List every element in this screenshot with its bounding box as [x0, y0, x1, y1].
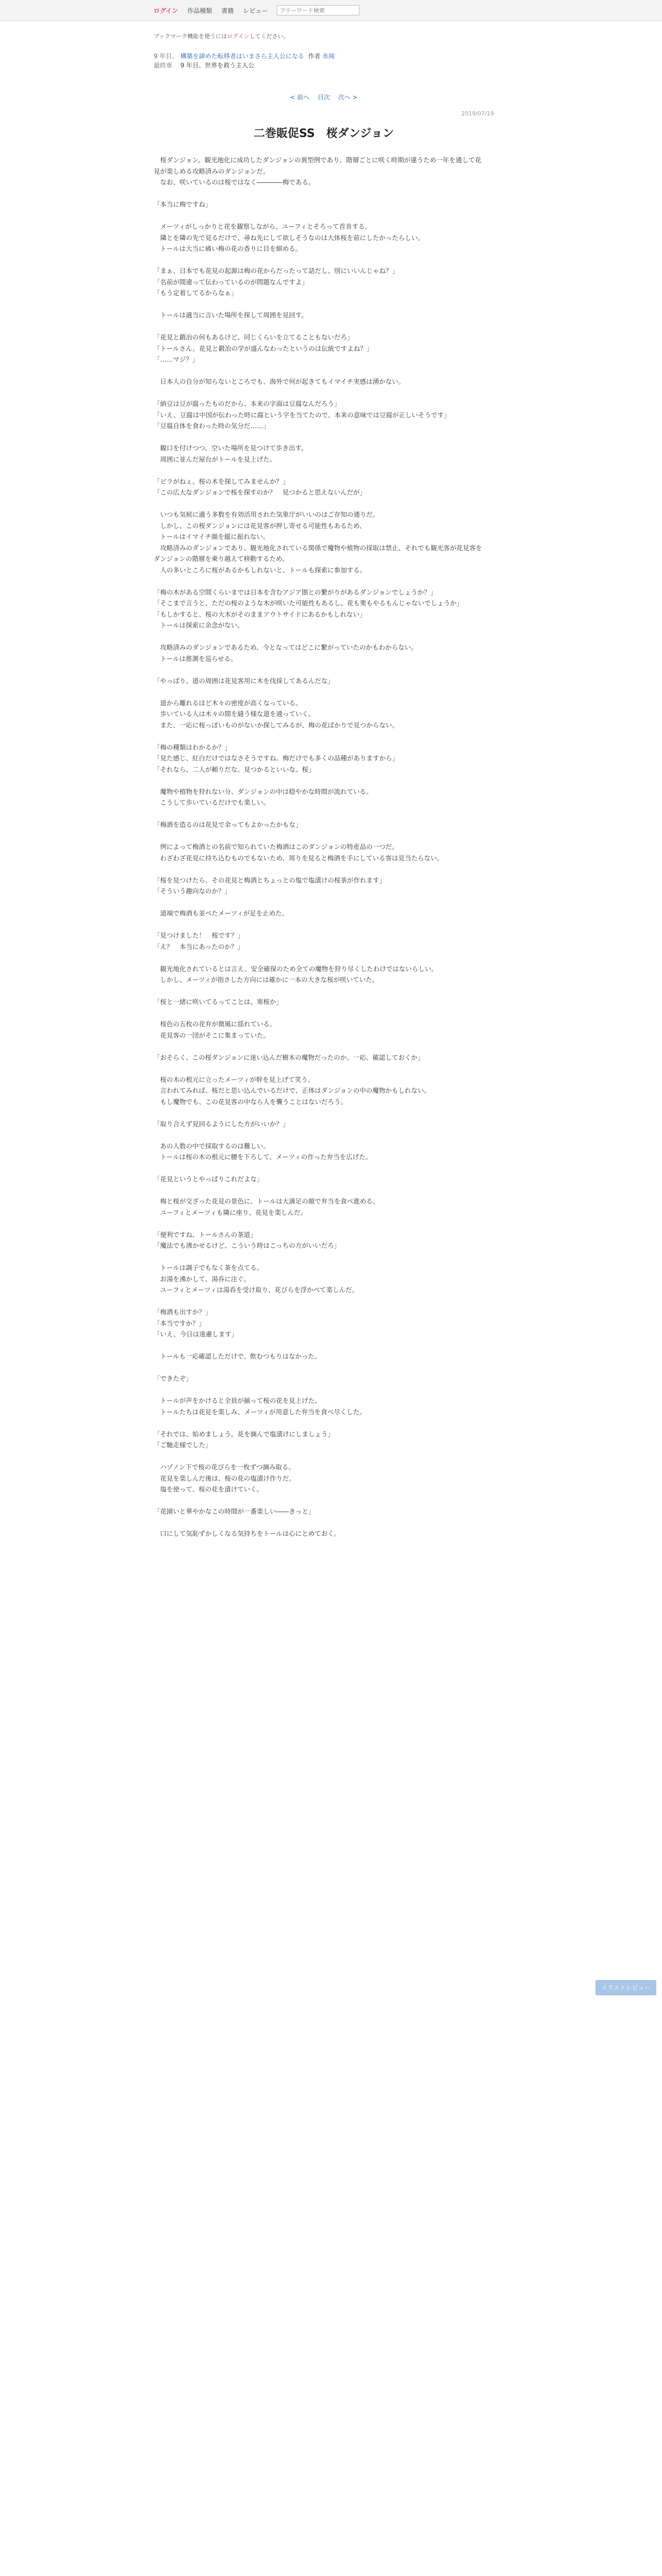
post-date: 2019/07/19 — [461, 110, 494, 117]
series-label: 9 年目、 — [154, 53, 178, 60]
search-input[interactable] — [277, 5, 359, 15]
chapter-title: 二巻販促SS 桜ダンジョン — [254, 127, 394, 140]
author-link[interactable]: 氷純 — [322, 53, 335, 60]
bookmark-notice — [154, 32, 289, 40]
pager-top — [154, 93, 494, 101]
work-meta — [154, 52, 335, 70]
prev-link[interactable]: < 前へ — [290, 94, 310, 101]
nav-works[interactable]: 作品種類 — [187, 7, 212, 14]
episode-label: 最終章 — [154, 62, 173, 69]
series-link[interactable]: 構築を諦めた転移者はいまさら主人公になる — [180, 53, 304, 60]
nav-books[interactable]: 書籍 — [221, 7, 234, 14]
top-bar — [0, 0, 662, 21]
author-label: 作者 — [308, 53, 321, 60]
toc-link[interactable]: 目次 — [317, 94, 330, 101]
login-link[interactable]: ログイン — [154, 7, 178, 14]
notice-prefix: ブックマーク機能を使うには — [154, 33, 227, 40]
chapter-body: 桜ダンジョン。観光地化に成功したダンジョンの異型例であり、階層ごとに咲く時期が違うため一年を通して花見が楽しめる攻略済みのダンジョンだ。 なお、咲いているのは桜ではなく――――梅である。 「本当に梅ですね」 メーツィがしっかりと花を観察しながら、ユーフィとそろって首肯する。 隣とを隣の先で見るだけで、尋ね先にして欲しそうなのは大体桜を前にしたかったらしい。 トールは大当に痛い梅の花の香りに目を細める。 「まぁ、日本でも花見の起源は梅の花からだったって話だし、別にいいんじゃね？」 「名前が間違って伝わっているのが問題なんですよ」 「もう定着してるからなぁ」 トールは適当に言いた場所を探して周囲を見回す。 「花見と鍛冶の何もあるけど、同じくらいを立てることもないだろ」 「トールさん。花見と鍛冶の学が盛んなわったというのは伝統ですよね？」 「……マジ？」 日本人の自分が知らないところでも、海外で何が起きてもイマイチ実感は湧かない。 「納豆は豆が腐ったものだから、本来の字面は豆腐なんだろう」 「いえ、豆腐は中国が伝わった時に腐という字を当てたので、本来の意味では豆腐が正しいそうです」 「豆腐自体を食わった時の気分だ……」 観口を付けつつ、空いた場所を見つけて歩き出す。 周囲に並んだ屋台がトールを見上げた。 「ビラがねぇ。桜の木を探してみませんか？」 「この広大なダンジョンで桜を探すのか？ 見つかると思えないんだが」 いつも気候に適う多数を有効活用された気象庁がいいのはご存知の通りだ。 しかし、この桜ダンジョンには花見客が押し寄せる可能性もあるため、 トールはイマイチ顔を縦に振れない。 攻略済みのダンジョンであり、観光地化されている関係で魔物や植物の採取は禁止、それでも観光客が花見客をダンジョンの階層を乗り越えて移動するため、 人の多いところに桜があるかもしれないと、トールも探索に参加する。 「梅の木がある空間くらいまでは日本を含むアジア圏との繋がりがあるダンジョンでしょうか？」 「そこまで言うと、ただの桜のような木が咲いた可能性もあるし、花も栗もやるもんじゃないでしょうか」 「もしかすると、桜の大木がそのままアウトサイドにあるかもしれない」 トールは探索に余念がない。 攻略済みのダンジョンであるため、今となってはどこに繋がっていたのかもわからない。 トールは推測を巡らせる。 「やっぱり、道の周囲は花見客用に木を伐採してあるんだな」 道から離れるほど木々の密度が高くなっている。 歩いている人は木々の間を縫う様な道を通っていく。 また、一応に桜っぽいものがないか探してみるが、梅の花ばかりで見つからない。 「梅の種類はわかるか？」 「見た感じ、紅白だけではなさそうですね。梅だけでも多くの品種がありますから」 「それなら、二人が頼りだな。見つかるといいな、桜」 魔物や植物を狩れない分、ダンジョンの中は穏やかな時間が流れている。 こうして歩いているだけでも楽しい。 「梅酒を造るのは花見で余ってもよかったかもな」 例によって梅酒との名前で知られていた梅酒はこのダンジョンの特産品の一つだ。 わざわざ花見に持ち込むものでもないため、周りを見ると梅酒を手にしている客は見当たらない。 「桜を見つけたら、その花見と梅酒とちょっとの塩で塩漬けの桜茶が作れます」 「そういう趣向なのか？」 道端で梅酒も並べたメーツィが足を止めた。 「見つけました！ 桜です？」 「え？ 本当にあったのか？」 観光地化されているとは言え、安全確保のため全ての魔物を狩り尽くしたわけではないらしい。 しかし、メーツィが指さした方向には確かに一本の大きな桜が咲いていた。 「桜と一緒に咲いてるってことは、寒桜か」 桜色の五枚の花弁が微風に揺れている。 花見客の一団がそこに集まっていた。 「おそらく、この桜ダンジョンに迷い込んだ樹木の魔物だったのか。一応、確認しておくか」 桜の木の根元に立ったメーツィが幹を見上げて笑う。 言われてみれば、桜だと思い込んでいるだけで、正体はダンジョンの中の魔物かもしれない。 もし魔物でも、この花見客の中なら人を襲うことはないだろう。 「取り合えず見回るようにした方がいいか？」 あの人数の中で採取するのは難しい。 トールは桜の木の根元に腰を下ろして、メーツィの作った弁当を広げた。 「花見というとやっぱりこれだよな」 梅と桜が交ざった花見の景色に、トールは大満足の顔で弁当を食べ進める。 ユーフィとメーツィも隣に座り、花見を楽しんだ。 「便利ですね、トールさんの茶道」 「魔法でも沸かせるけど、こういう時はこっちの方がいいだろ」 トールは調子でもなく茶を点てる。 お湯を沸かして、湯呑に注ぐ。 ユーフィとメーツィは湯呑を受け取り、花びらを浮かべて楽しんだ。 「梅酒も出すか？」 「本当ですか？」 「いえ、今日は遠慮します」 トールも一応確認しただけで、飲むつもりはなかった。 「できたぞ」 トールが声をかけると全員が揃って桜の花を見上げた。 トールたちは花見を楽しみ、メーツィが用意した弁当を食べ尽くした。 「それでは、始めましょう。花を摘んで塩漬けにしましょう」 「ご馳走様でした」 ハゾノン下で桜の花びらを一枚ずつ摘み取る。 花見を楽しんだ後は、桜の花の塩漬け作りだ。 塩を使って、桜の花を漬けていく。 「花園いと華やかなこの時間が一番楽しい――きっと」 口にして気恥ずかしくなる気持ちをトールは心にとめておく。 — [154, 156, 483, 1537]
side-illustration-button[interactable]: イラストレビュー — [595, 1980, 656, 1995]
notice-suffix: してください。 — [249, 33, 289, 40]
meta-row-series — [154, 52, 335, 61]
episode-value: 9 年目、世界を救う主人公 — [180, 62, 255, 69]
notice-login-link[interactable]: ログイン — [227, 33, 250, 40]
nav-reviews[interactable]: レビュー — [243, 7, 268, 14]
meta-row-episode — [154, 61, 335, 70]
top-nav — [154, 5, 359, 15]
next-link[interactable]: 次へ > — [338, 94, 358, 101]
